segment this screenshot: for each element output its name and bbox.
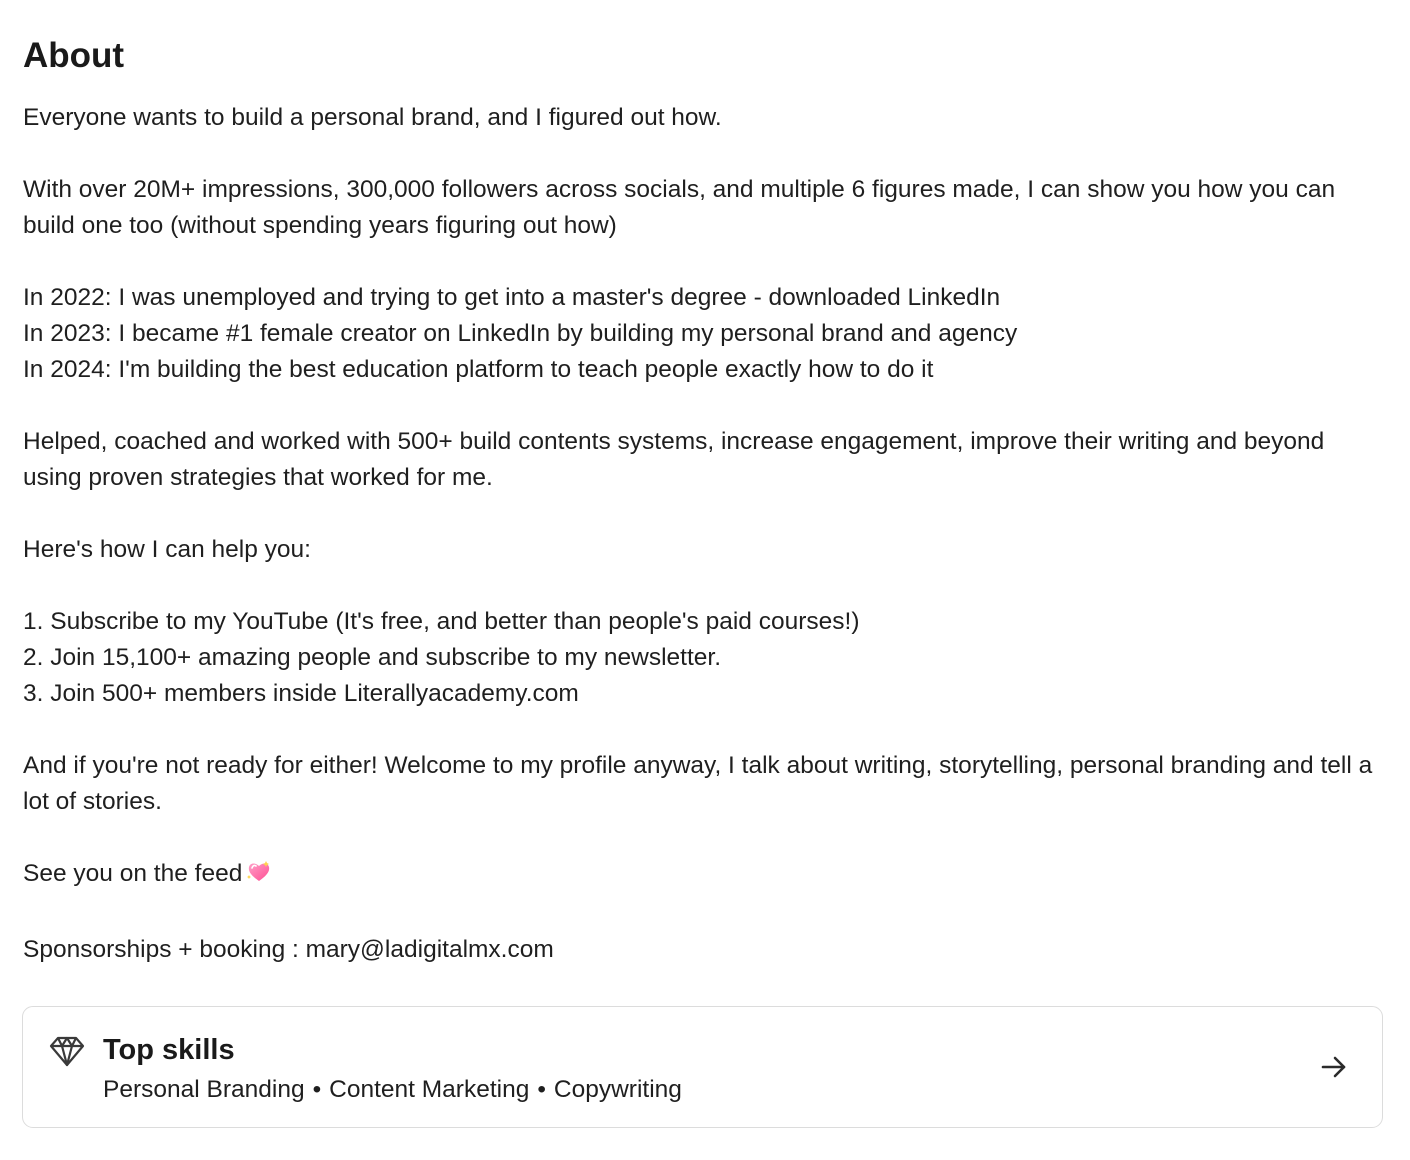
about-paragraph-welcome: And if you're not ready for either! Welcome to my profile anyway, I talk about writing, storytelling, personal branding and tell a lot of stories. xyxy=(23,752,1373,815)
about-paragraph-timeline: In 2022: I was unemployed and trying to get into a master's degree - downloaded LinkedIn In 2023: I became #1 female creator on LinkedIn by building my personal brand and agency In 2024: I'm building the best education platform to teach people exactly how to do it xyxy=(23,284,1018,383)
about-paragraph-intro: Everyone wants to build a personal brand, and I figured out how. xyxy=(23,104,722,131)
feed-text: See you on the feed xyxy=(23,860,243,887)
about-paragraph-help-heading: Here's how I can help you: xyxy=(23,536,311,563)
skill-item: Personal Branding xyxy=(103,1076,305,1103)
top-skills-list: Personal Branding • Content Marketing • Copywriting xyxy=(103,1076,682,1103)
skill-item: Copywriting xyxy=(553,1076,682,1103)
sparkling-heart-icon xyxy=(246,859,272,896)
about-paragraph-stats: With over 20M+ impressions, 300,000 followers across socials, and multiple 6 figures made, I can show you how you can build one too (without spending years figuring out how) xyxy=(23,176,1336,239)
arrow-right-icon[interactable] xyxy=(1320,1053,1348,1081)
about-title: About xyxy=(23,36,125,75)
top-skills-card[interactable] xyxy=(22,1006,1383,1128)
skill-item: Content Marketing xyxy=(329,1076,530,1103)
about-paragraph-offers: 1. Subscribe to my YouTube (It's free, and better than people's paid courses!) 2. Join 15,100+ amazing people and subscribe to my newsletter. 3. Join 500+ members inside Literallyacademy.com xyxy=(23,608,860,707)
about-paragraph-feed xyxy=(23,856,1388,896)
about-body xyxy=(23,100,1388,968)
about-paragraph-helped: Helped, coached and worked with 500+ build contents systems, increase engagement, improve their writing and beyond using proven strategies that worked for me. xyxy=(23,428,1325,491)
top-skills-title: Top skills xyxy=(103,1034,235,1066)
about-paragraph-contact: Sponsorships + booking : mary@ladigitalmx.com xyxy=(23,936,554,963)
diamond-icon xyxy=(49,1033,85,1069)
